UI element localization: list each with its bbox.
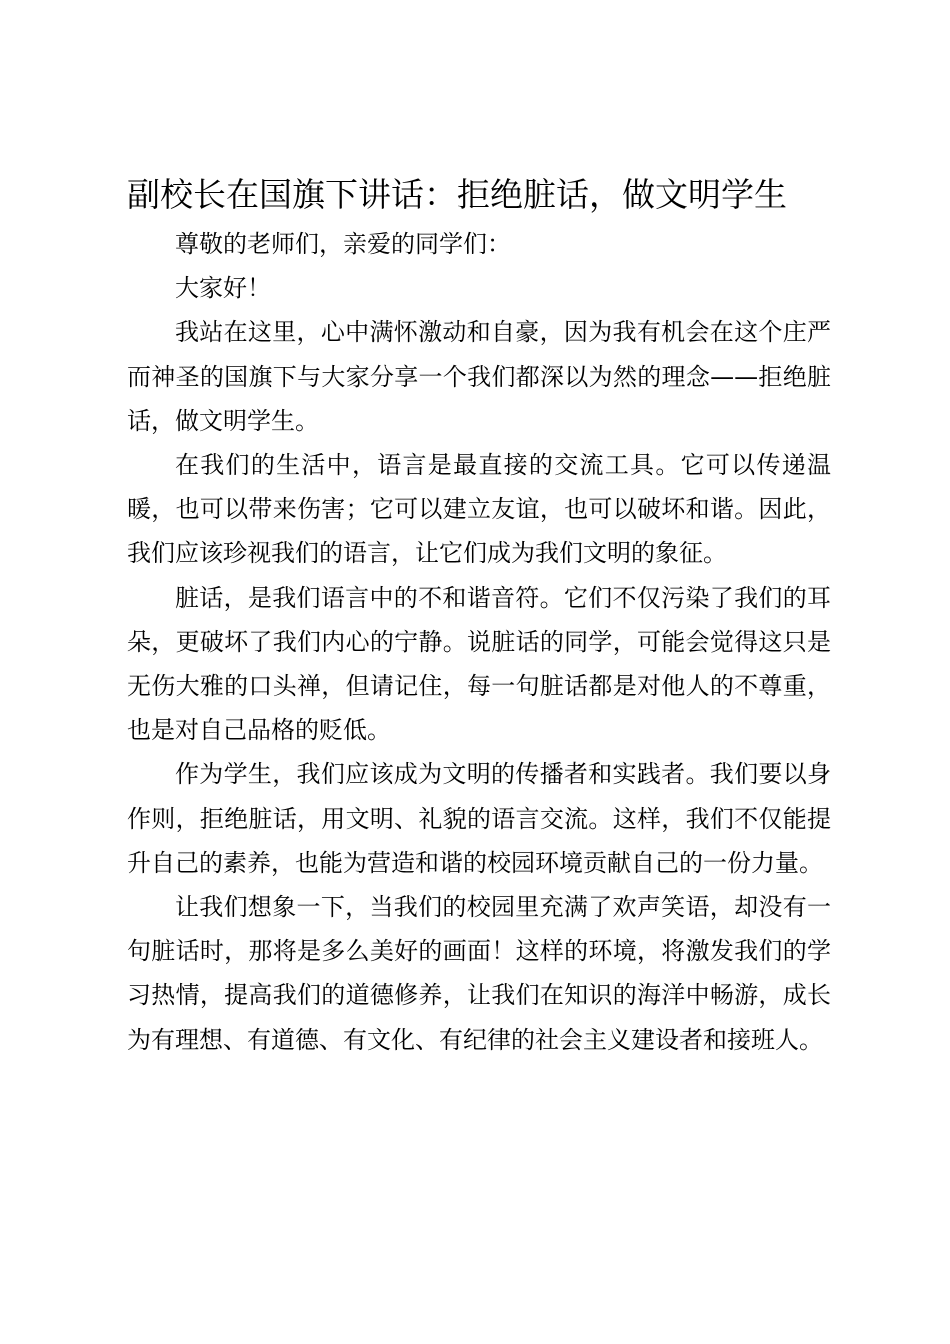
paragraph-vision: 让我们想象一下，当我们的校园里充满了欢声笑语，却没有一句脏话时，那将是多么美好的画面！这样的环境，将激发我们的学习热情，提高我们的道德修养，让我们在知识的海洋中畅游，成长为有理想、有道德、有文化、有纪律的社会主义建设者和接班人。 (127, 893, 831, 1054)
paragraph-greeting: 大家好！ (175, 274, 271, 303)
document-body (127, 168, 831, 1062)
paragraph-profanity: 脏话，是我们语言中的不和谐音符。它们不仅污染了我们的耳朵，更破坏了我们内心的宁静。说脏话的同学，可能会觉得这只是无伤大雅的口头禅，但请记住，每一句脏话都是对他人的不尊重，也是对自己品格的贬低。 (127, 583, 831, 745)
paragraph-salutation: 尊敬的老师们，亲爱的同学们： (175, 230, 511, 258)
paragraph-opening: 我站在这里，心中满怀激动和自豪，因为我有机会在这个庄严而神圣的国旗下与大家分享一个我们都深以为然的理念——拒绝脏话，做文明学生。 (127, 318, 831, 435)
paragraph-language-tool: 在我们的生活中，语言是最直接的交流工具。它可以传递温暖，也可以带来伤害；它可以建立友谊，也可以破坏和谐。因此，我们应该珍视我们的语言，让它们成为我们文明的象征。 (127, 451, 831, 568)
paragraph-students-role: 作为学生，我们应该成为文明的传播者和实践者。我们要以身作则，拒绝脏话，用文明、礼貌的语言交流。这样，我们不仅能提升自己的素养，也能为营造和谐的校园环境贡献自己的一份力量。 (127, 760, 831, 877)
document-title: 副校长在国旗下讲话：拒绝脏话，做文明学生 (127, 175, 787, 214)
